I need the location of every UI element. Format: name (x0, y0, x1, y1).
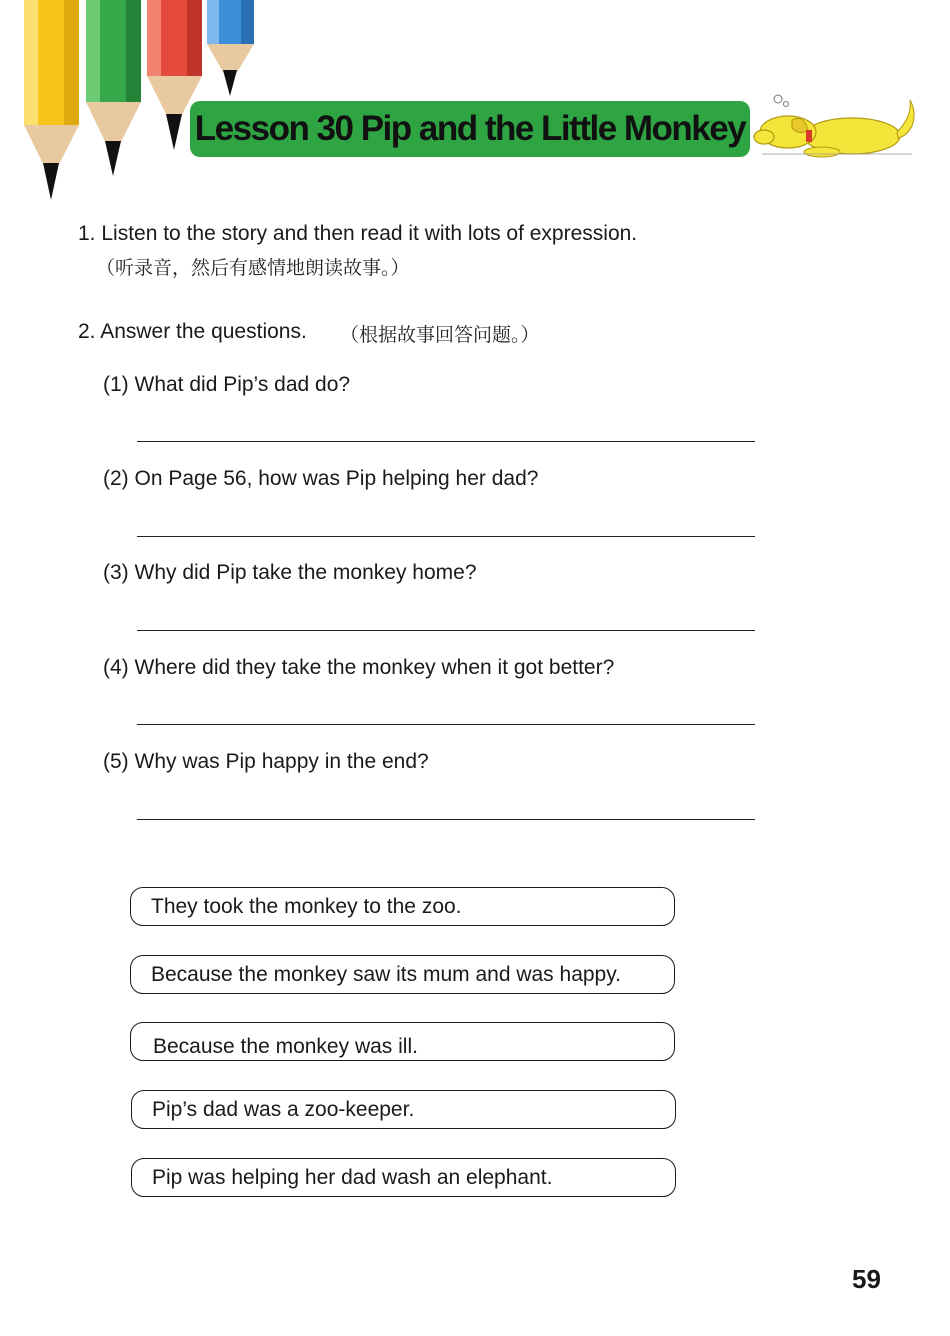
blue-pencil-icon (207, 0, 254, 96)
section1-instruction: 1. Listen to the story and then read it with lots of expression. (78, 222, 638, 245)
yellow-pencil-icon (24, 0, 79, 200)
question-5: (5) Why was Pip happy in the end? (103, 750, 429, 773)
lesson-title: Lesson 30 Pip and the Little Monkey (194, 109, 746, 148)
answer-line-5[interactable] (137, 819, 755, 820)
answer-option-1[interactable] (130, 887, 675, 926)
question-2: (2) On Page 56, how was Pip helping her dad? (103, 467, 539, 490)
answer-option-text: They took the monkey to the zoo. (151, 894, 462, 918)
lesson-title-banner (190, 101, 750, 157)
answer-line-4[interactable] (137, 724, 755, 725)
answer-option-5[interactable] (131, 1158, 676, 1197)
page-number: 59 (852, 1264, 881, 1294)
answer-option-3[interactable] (130, 1022, 675, 1061)
section2-instruction: 2. Answer the questions. (78, 320, 307, 343)
answer-option-text: Pip was helping her dad wash an elephant. (152, 1165, 553, 1189)
answer-option-4[interactable] (131, 1090, 676, 1129)
answer-option-text: Pip’s dad was a zoo-keeper. (152, 1097, 415, 1121)
green-pencil-icon (86, 0, 141, 176)
question-1: (1) What did Pip’s dad do? (103, 373, 351, 396)
question-3: (3) Why did Pip take the monkey home? (103, 561, 477, 584)
answer-option-2[interactable] (130, 955, 675, 994)
answer-line-1[interactable] (137, 441, 755, 442)
section2-instruction-cn: （根据故事回答问题。） (340, 324, 540, 346)
sleeping-dog-icon (752, 92, 922, 162)
answer-option-text: Because the monkey saw its mum and was happy. (151, 962, 622, 986)
answer-option-text: Because the monkey was ill. (153, 1034, 418, 1058)
answer-line-2[interactable] (137, 536, 755, 537)
section1-instruction-cn: （听录音，然后有感情地朗读故事。） (96, 257, 410, 279)
question-4: (4) Where did they take the monkey when it got better? (103, 656, 615, 679)
answer-line-3[interactable] (137, 630, 755, 631)
